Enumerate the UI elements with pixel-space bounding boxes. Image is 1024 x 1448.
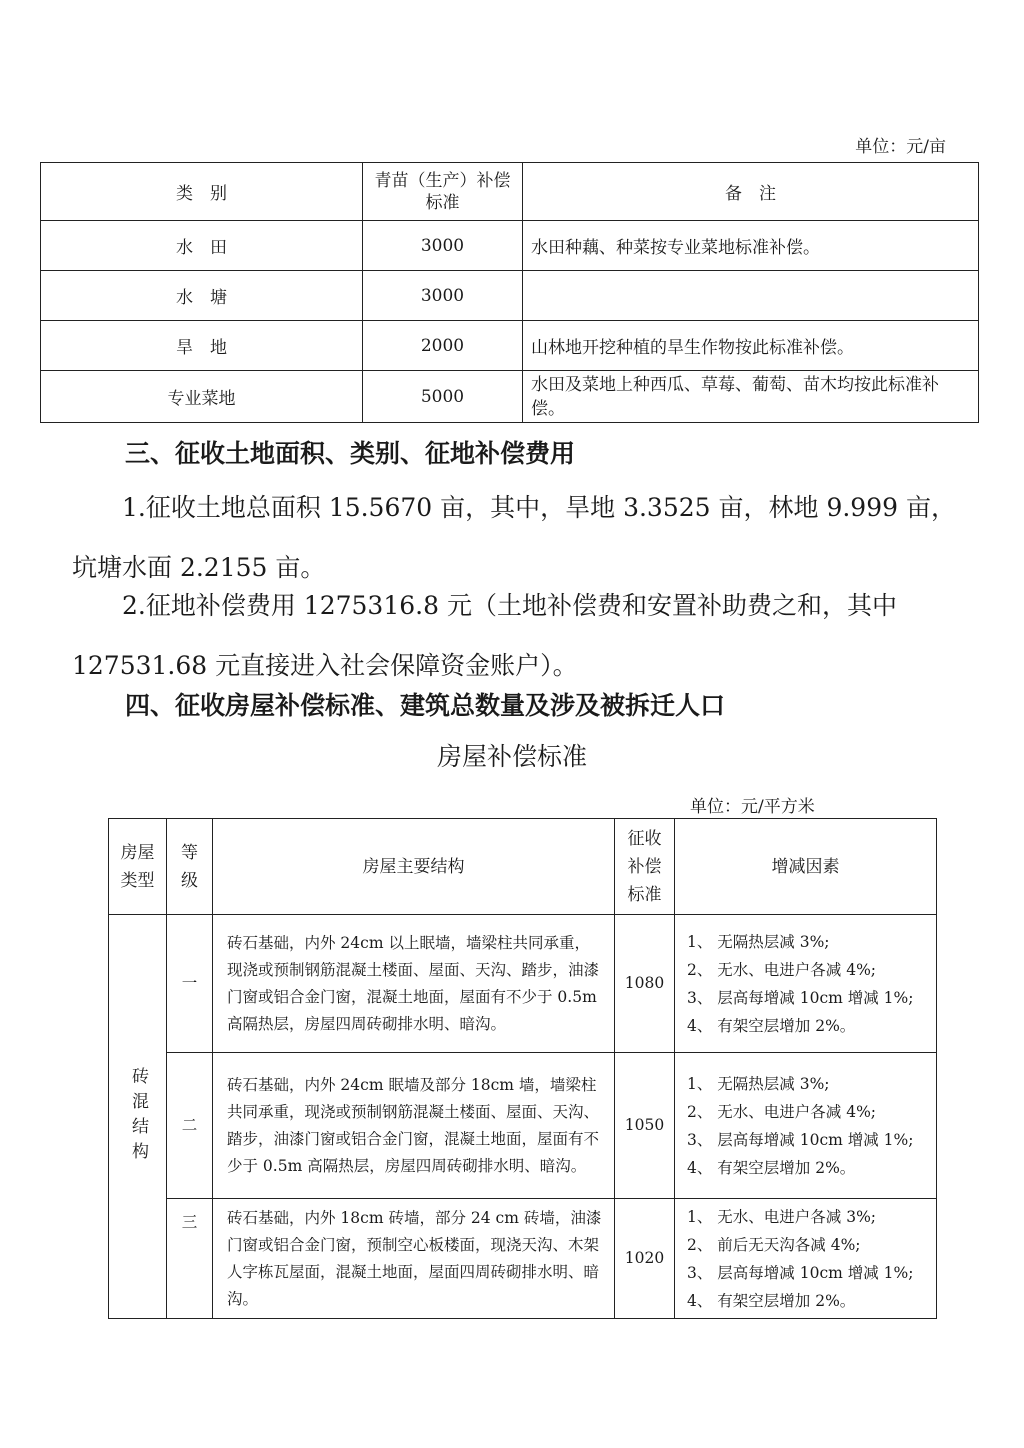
section3-paragraph-1: 1.征收土地总面积 15.5670 亩，其中，旱地 3.3525 亩，林地 9.999 亩，坑塘水面 2.2155 亩。 [72,493,956,582]
header-category: 类 别 [41,163,363,221]
header-factors: 增减因素 [675,819,937,915]
row-standard: 1020 [615,1199,675,1319]
row-category: 旱 地 [41,321,363,371]
table-row [41,221,979,271]
row-remark: 水田种藕、种菜按专业菜地标准补偿。 [523,221,979,271]
type-value: 砖混结构 [128,1066,148,1167]
header-standard: 征收补偿标准 [615,819,675,915]
table-header-row [41,163,979,221]
row-category: 专业菜地 [41,371,363,423]
row-standard: 2000 [363,321,523,371]
table-row [41,321,979,371]
type-cell [109,915,167,1319]
row-grade: 一 [167,915,213,1053]
row-remark: 山林地开挖种植的旱生作物按此标准补偿。 [523,321,979,371]
row-remark: 水田及菜地上种西瓜、草莓、葡萄、苗木均按此标准补偿。 [523,371,979,423]
row-factors: 1、 无隔热层减 3%; 2、 无水、电进户各减 4%; 3、 层高每增减 10cm 增减 1%; 4、 有架空层增加 2%。 [675,915,937,1053]
row-factors: 1、 无隔热层减 3%; 2、 无水、电进户各减 4%; 3、 层高每增减 10cm 增减 1%; 4、 有架空层增加 2%。 [675,1053,937,1199]
table2-title: 房屋补偿标准 [436,742,587,771]
table-header-row [109,819,937,915]
table-row [41,271,979,321]
header-remark: 备 注 [523,163,979,221]
row-category: 水 田 [41,221,363,271]
table1-unit: 单位：元/亩 [855,137,946,157]
row-grade: 三 [167,1199,213,1319]
row-category: 水 塘 [41,271,363,321]
header-type: 房屋类型 [109,819,167,915]
row-structure: 砖石基础，内外 24cm 眠墙及部分 18cm 墙，墙梁柱共同承重，现浇或预制钢筋混凝土楼面、屋面、天沟、踏步，油漆门窗或铝合金门窗，混凝土地面，屋面有不少于 0.5m 高隔热层，房屋四周砖砌排水明、暗沟。 [213,1053,615,1199]
section3-paragraph-2: 2.征地补偿费用 1275316.8 元（土地补偿费和安置补助费之和，其中 127531.68 元直接进入社会保障资金账户）。 [72,591,897,680]
row-standard: 1050 [615,1053,675,1199]
row-standard: 5000 [363,371,523,423]
row-standard: 3000 [363,271,523,321]
row-standard: 3000 [363,221,523,271]
header-standard: 青苗（生产）补偿标准 [363,163,523,221]
seedling-compensation-table [40,162,979,423]
table-row [109,1053,937,1199]
row-standard: 1080 [615,915,675,1053]
header-grade: 等级 [167,819,213,915]
row-factors: 1、 无水、电进户各减 3%; 2、 前后无天沟各减 4%; 3、 层高每增减 10cm 增减 1%; 4、 有架空层增加 2%。 [675,1199,937,1319]
housing-compensation-table [108,818,937,1319]
row-grade: 二 [167,1053,213,1199]
header-structure: 房屋主要结构 [213,819,615,915]
table-row [41,371,979,423]
section3-heading: 三、征收土地面积、类别、征地补偿费用 [125,439,576,468]
section4-heading: 四、征收房屋补偿标准、建筑总数量及涉及被拆迁人口 [125,691,726,720]
row-structure: 砖石基础，内外 24cm 以上眠墙，墙梁柱共同承重，现浇或预制钢筋混凝土楼面、屋面、天沟、踏步，油漆门窗或铝合金门窗，混凝土地面，屋面有不少于 0.5m 高隔热层，房屋四周砖砌排水明、暗沟。 [213,915,615,1053]
table-row [109,915,937,1053]
table2-unit: 单位：元/平方米 [690,797,815,817]
table-row [109,1199,937,1319]
row-structure: 砖石基础，内外 18cm 砖墙，部分 24 cm 砖墙，油漆门窗或铝合金门窗，预制空心板楼面，现浇天沟、木架人字栋瓦屋面，混凝土地面，屋面四周砖砌排水明、暗沟。 [213,1199,615,1319]
row-remark [523,271,979,321]
